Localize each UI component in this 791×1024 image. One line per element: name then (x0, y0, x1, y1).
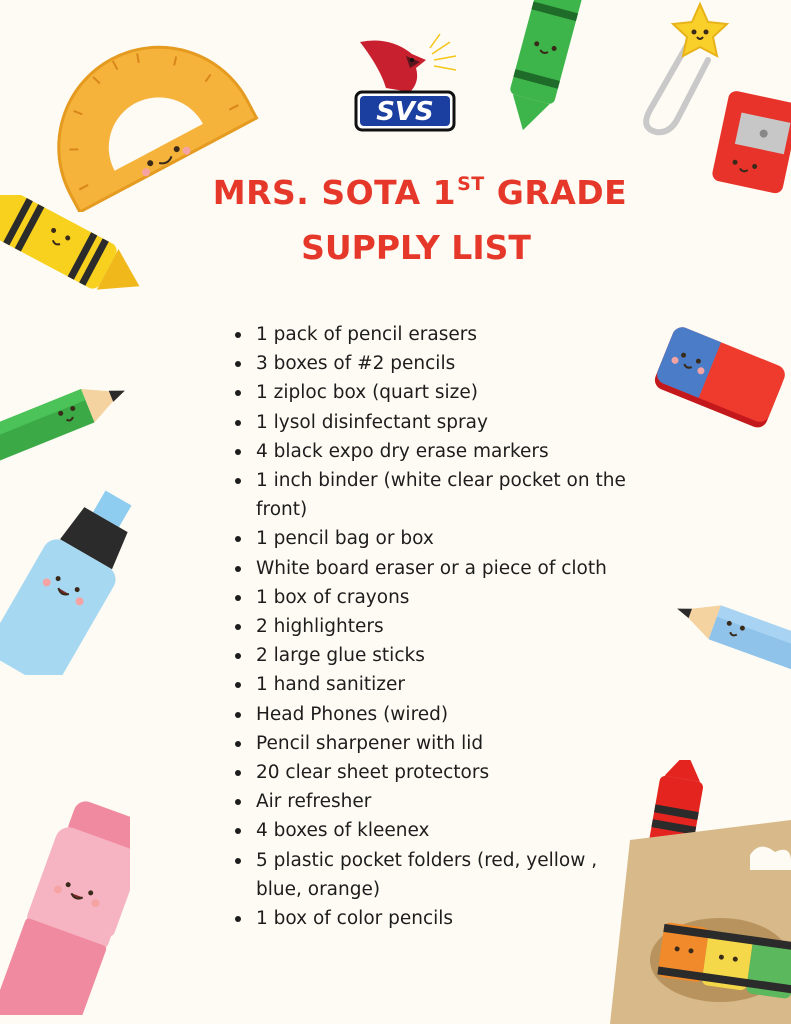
title-rest: GRADE (484, 173, 628, 212)
list-item: 4 black expo dry erase markers (228, 437, 648, 466)
title-line-1 (170, 160, 670, 217)
logo-text: SVS (376, 97, 434, 127)
pink-highlighter-icon (0, 800, 130, 1015)
list-item: White board eraser or a piece of cloth (228, 554, 648, 583)
list-item: 1 ziploc box (quart size) (228, 378, 648, 407)
title-main: MRS. SOTA 1 (212, 173, 457, 212)
list-item: 2 large glue sticks (228, 641, 648, 670)
cardinal-icon (360, 41, 426, 93)
list-item: 1 hand sanitizer (228, 670, 648, 699)
list-item: 1 pencil bag or box (228, 524, 648, 553)
list-item: Pencil sharpener with lid (228, 729, 648, 758)
list-item: 1 box of crayons (228, 583, 648, 612)
green-pencil-icon (0, 360, 140, 470)
blue-highlighter-icon (0, 490, 140, 675)
supply-list (228, 320, 648, 933)
list-item: 20 clear sheet protectors (228, 758, 648, 787)
list-item: 1 lysol disinfectant spray (228, 408, 648, 437)
title-superscript: ST (457, 173, 485, 195)
sharpener-icon (705, 85, 791, 205)
school-logo (350, 34, 460, 138)
list-item: 3 boxes of #2 pencils (228, 349, 648, 378)
list-item: Head Phones (wired) (228, 700, 648, 729)
list-item: 2 highlighters (228, 612, 648, 641)
list-item: 1 inch binder (white clear pocket on the front) (228, 466, 648, 524)
list-item: 5 plastic pocket folders (red, yellow , blue, orange) (228, 846, 648, 904)
title-line-2: SUPPLY LIST (301, 228, 531, 267)
blue-pencil-icon (665, 580, 791, 680)
list-item: Air refresher (228, 787, 648, 816)
list-item: 1 pack of pencil erasers (228, 320, 648, 349)
yellow-crayon-icon (0, 195, 150, 320)
eraser-icon (648, 320, 788, 445)
green-crayon-icon (488, 0, 588, 140)
list-item: 4 boxes of kleenex (228, 816, 648, 845)
page-title (170, 160, 670, 273)
list-item: 1 box of color pencils (228, 904, 648, 933)
